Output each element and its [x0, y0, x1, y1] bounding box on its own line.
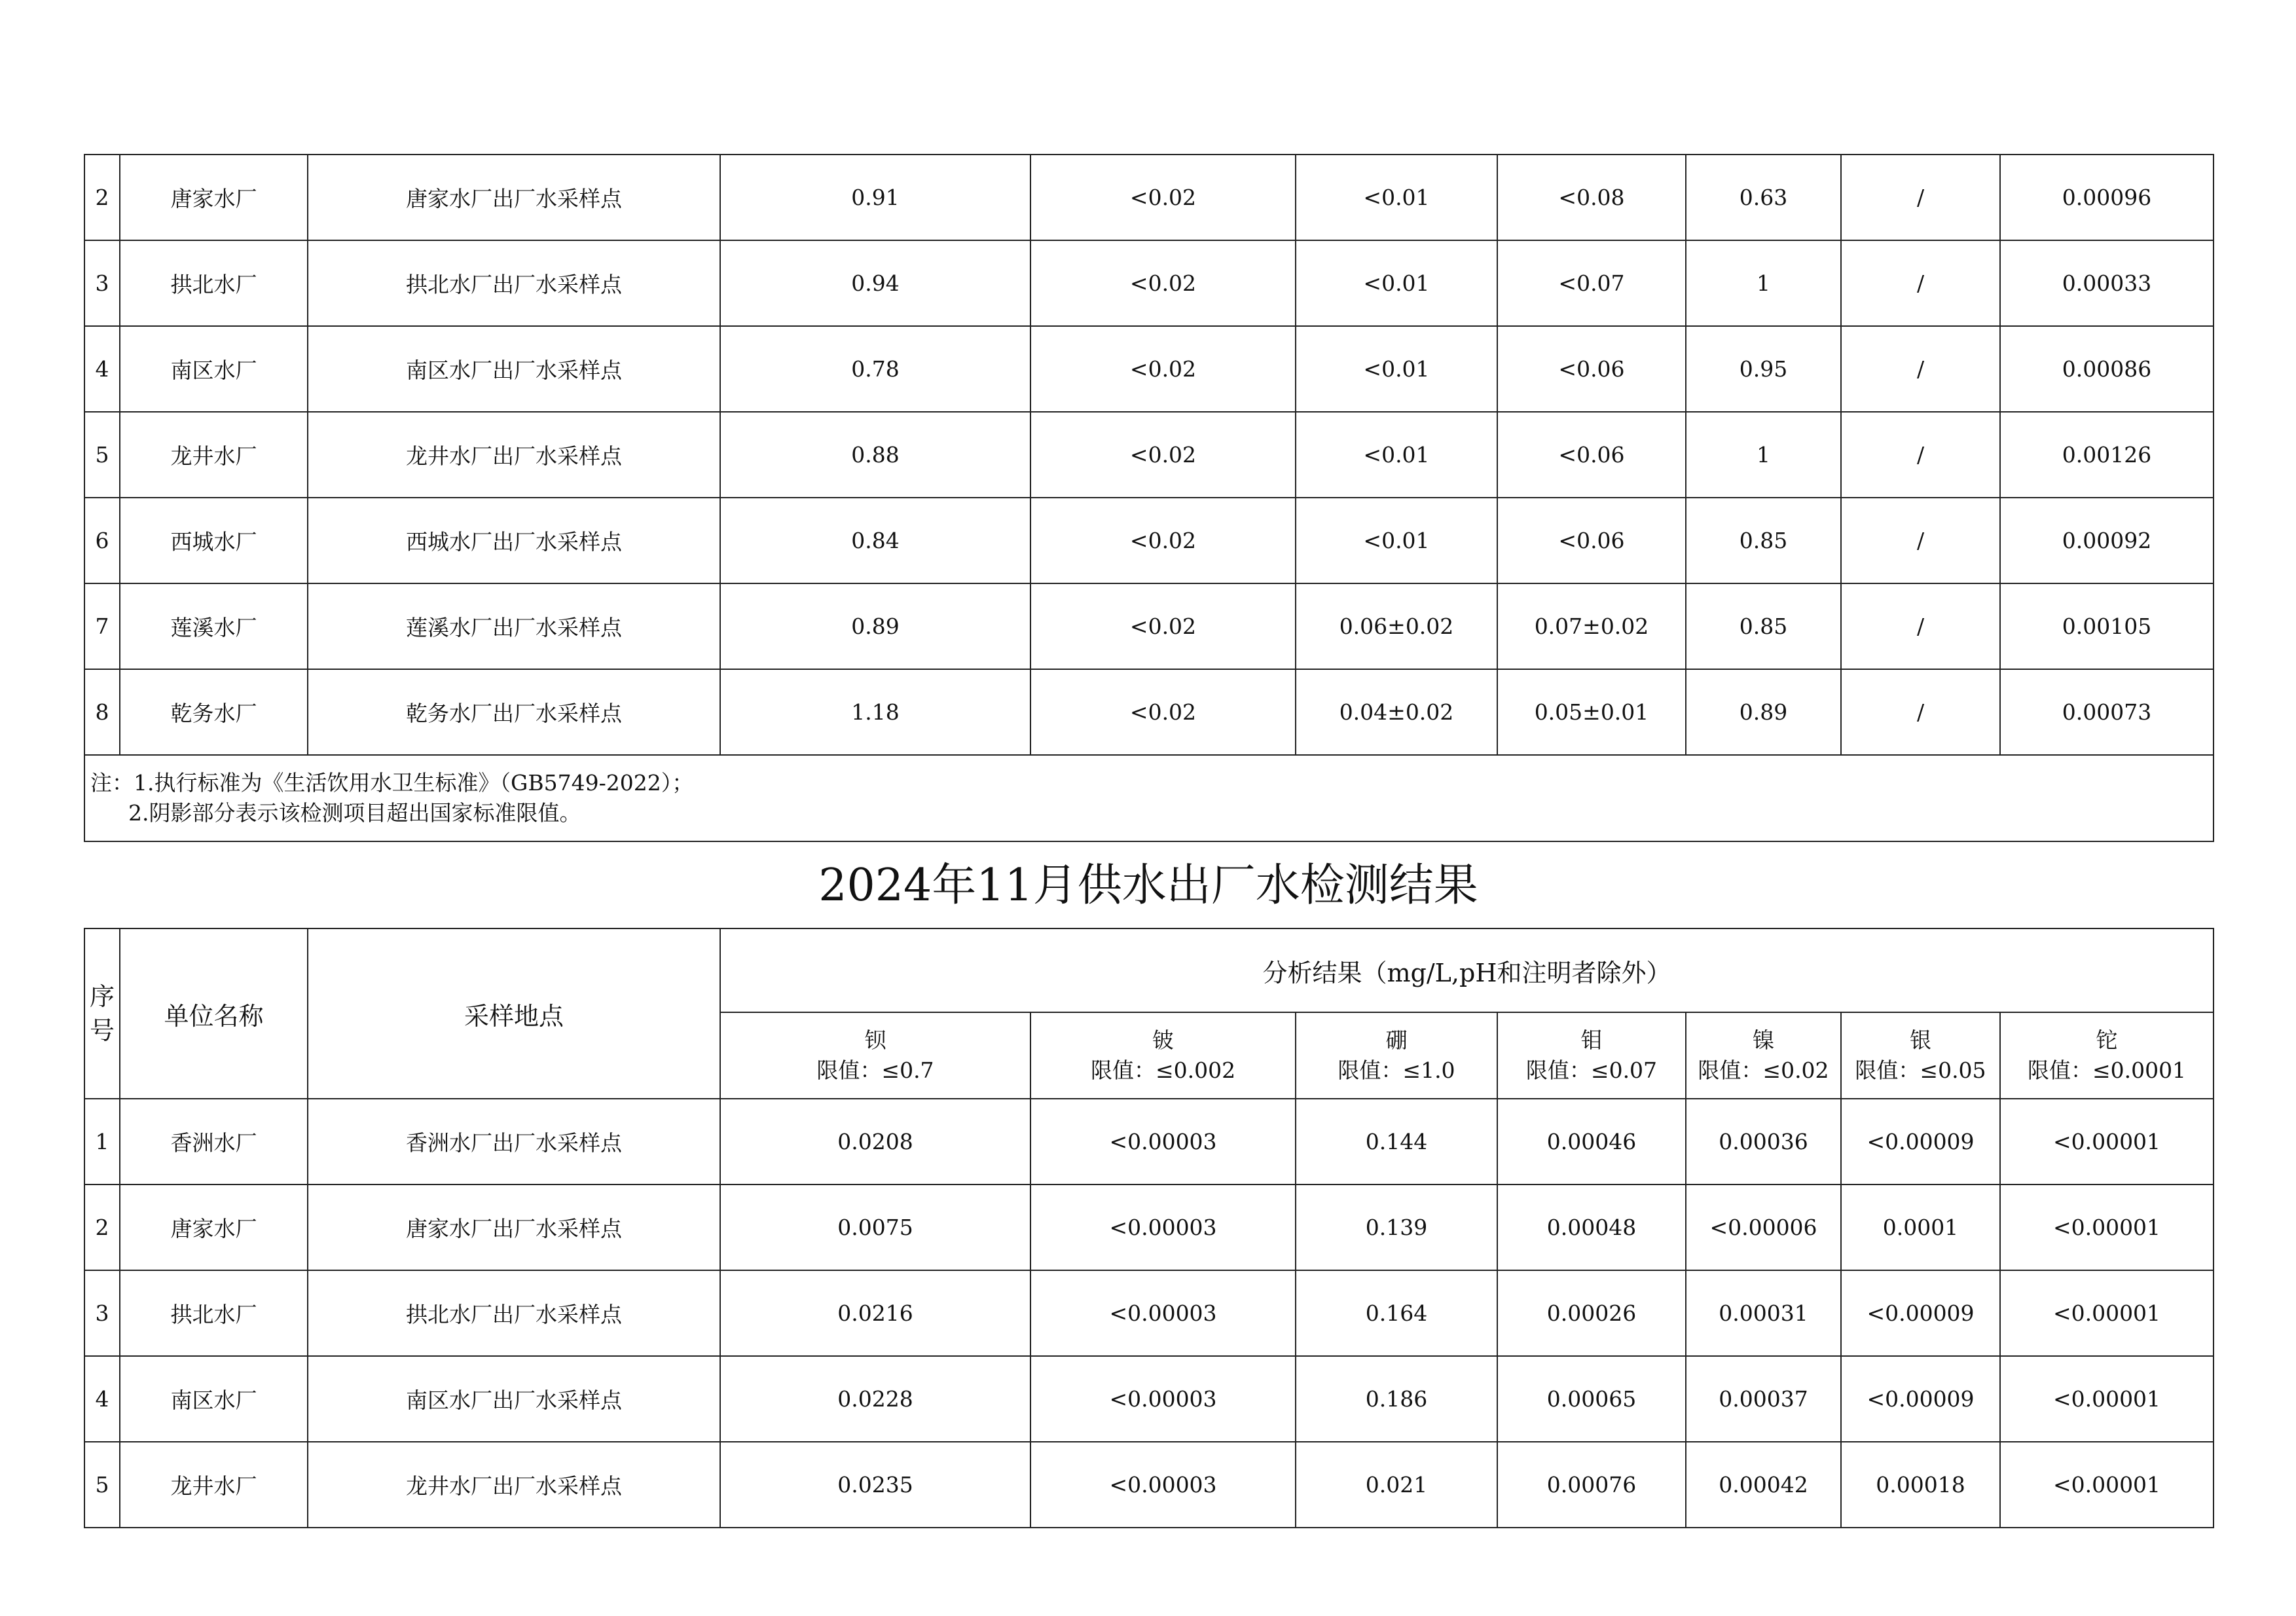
value-cell: 0.0228: [720, 1356, 1030, 1442]
sample-site-cell: 南区水厂出厂水采样点: [308, 326, 720, 412]
header-seq: 序号: [84, 928, 120, 1099]
value-cell: 0.00033: [2000, 240, 2214, 326]
table-row: [84, 1356, 2214, 1442]
note-row: [84, 755, 2214, 841]
header-analysis-group: 分析结果（mg/L,pH和注明者除外）: [720, 928, 2214, 1012]
value-cell: 0.95: [1686, 326, 1841, 412]
value-cell: 1.18: [720, 669, 1030, 755]
metal-limit: 限值：≤0.05: [1855, 1057, 1986, 1083]
value-cell: 0.05±0.01: [1497, 669, 1686, 755]
value-cell: 0.00026: [1497, 1270, 1686, 1356]
value-cell: 0.91: [720, 155, 1030, 240]
value-cell: <0.01: [1296, 498, 1497, 583]
value-cell: 0.00096: [2000, 155, 2214, 240]
value-cell: <0.01: [1296, 412, 1497, 498]
value-cell: /: [1841, 155, 2000, 240]
value-cell: 0.04±0.02: [1296, 669, 1497, 755]
header-unit: 单位名称: [120, 928, 308, 1099]
value-cell: 0.85: [1686, 583, 1841, 669]
header-metal-column: [2000, 1012, 2214, 1099]
note-line-2: 2.阴影部分表示该检测项目超出国家标准限值。: [128, 800, 581, 826]
header-metal-column: [1497, 1012, 1686, 1099]
value-cell: 0.63: [1686, 155, 1841, 240]
table-row: [84, 155, 2214, 240]
seq-cell: 4: [84, 326, 120, 412]
value-cell: <0.00009: [1841, 1099, 2000, 1184]
metal-limit: 限值：≤0.0001: [2027, 1057, 2187, 1083]
value-cell: <0.01: [1296, 240, 1497, 326]
top-results-table: [84, 154, 2214, 842]
value-cell: /: [1841, 412, 2000, 498]
value-cell: 0.78: [720, 326, 1030, 412]
value-cell: 0.85: [1686, 498, 1841, 583]
value-cell: <0.07: [1497, 240, 1686, 326]
value-cell: 0.00065: [1497, 1356, 1686, 1442]
table-row: [84, 326, 2214, 412]
unit-name-cell: 龙井水厂: [120, 1442, 308, 1528]
value-cell: 0.00126: [2000, 412, 2214, 498]
value-cell: <0.01: [1296, 326, 1497, 412]
header-site: 采样地点: [308, 928, 720, 1099]
value-cell: 0.00037: [1686, 1356, 1841, 1442]
note-cell: [84, 755, 2214, 841]
table-row: [84, 412, 2214, 498]
value-cell: 0.186: [1296, 1356, 1497, 1442]
sample-site-cell: 拱北水厂出厂水采样点: [308, 240, 720, 326]
unit-name-cell: 西城水厂: [120, 498, 308, 583]
metal-name: 铊: [2096, 1027, 2118, 1053]
unit-name-cell: 香洲水厂: [120, 1099, 308, 1184]
unit-name-cell: 南区水厂: [120, 1356, 308, 1442]
value-cell: 0.00036: [1686, 1099, 1841, 1184]
table-row: [84, 1442, 2214, 1528]
metal-name: 钼: [1580, 1027, 1603, 1053]
sample-site-cell: 西城水厂出厂水采样点: [308, 498, 720, 583]
sample-site-cell: 龙井水厂出厂水采样点: [308, 412, 720, 498]
seq-cell: 3: [84, 1270, 120, 1356]
value-cell: 0.144: [1296, 1099, 1497, 1184]
header-row-group: [84, 928, 2214, 1012]
seq-cell: 7: [84, 583, 120, 669]
table-row: [84, 498, 2214, 583]
page-title: 2024年11月供水出厂水检测结果: [818, 860, 1478, 911]
metal-limit: 限值：≤0.002: [1090, 1057, 1236, 1083]
header-metal-column: [1841, 1012, 2000, 1099]
value-cell: 0.84: [720, 498, 1030, 583]
value-cell: <0.06: [1497, 498, 1686, 583]
value-cell: <0.00001: [2000, 1099, 2214, 1184]
sample-site-cell: 南区水厂出厂水采样点: [308, 1356, 720, 1442]
table-row: [84, 1184, 2214, 1270]
value-cell: 0.88: [720, 412, 1030, 498]
value-cell: 0.00092: [2000, 498, 2214, 583]
value-cell: 0.00105: [2000, 583, 2214, 669]
value-cell: 1: [1686, 412, 1841, 498]
value-cell: <0.00001: [2000, 1184, 2214, 1270]
value-cell: /: [1841, 240, 2000, 326]
metal-limit: 限值：≤0.7: [816, 1057, 934, 1083]
value-cell: 0.00031: [1686, 1270, 1841, 1356]
metal-name: 铍: [1152, 1027, 1174, 1053]
value-cell: 0.0075: [720, 1184, 1030, 1270]
value-cell: 0.00086: [2000, 326, 2214, 412]
value-cell: <0.02: [1030, 240, 1296, 326]
value-cell: <0.00001: [2000, 1356, 2214, 1442]
sample-site-cell: 香洲水厂出厂水采样点: [308, 1099, 720, 1184]
bottom-results-table: [84, 928, 2214, 1528]
value-cell: <0.02: [1030, 326, 1296, 412]
value-cell: /: [1841, 498, 2000, 583]
table-row: [84, 1099, 2214, 1184]
value-cell: <0.00009: [1841, 1270, 2000, 1356]
value-cell: <0.02: [1030, 669, 1296, 755]
value-cell: <0.00003: [1030, 1356, 1296, 1442]
header-metal-column: [1686, 1012, 1841, 1099]
value-cell: <0.00009: [1841, 1356, 2000, 1442]
seq-cell: 8: [84, 669, 120, 755]
value-cell: /: [1841, 669, 2000, 755]
value-cell: 0.164: [1296, 1270, 1497, 1356]
unit-name-cell: 拱北水厂: [120, 1270, 308, 1356]
sample-site-cell: 龙井水厂出厂水采样点: [308, 1442, 720, 1528]
value-cell: <0.06: [1497, 326, 1686, 412]
value-cell: <0.00001: [2000, 1270, 2214, 1356]
value-cell: 0.0235: [720, 1442, 1030, 1528]
value-cell: <0.00003: [1030, 1099, 1296, 1184]
value-cell: <0.00001: [2000, 1442, 2214, 1528]
value-cell: <0.06: [1497, 412, 1686, 498]
seq-cell: 2: [84, 1184, 120, 1270]
value-cell: 0.89: [1686, 669, 1841, 755]
value-cell: 0.139: [1296, 1184, 1497, 1270]
value-cell: 0.06±0.02: [1296, 583, 1497, 669]
metal-limit: 限值：≤0.02: [1698, 1057, 1829, 1083]
value-cell: /: [1841, 583, 2000, 669]
value-cell: 0.89: [720, 583, 1030, 669]
unit-name-cell: 唐家水厂: [120, 155, 308, 240]
value-cell: 0.0216: [720, 1270, 1030, 1356]
table-row: [84, 583, 2214, 669]
unit-name-cell: 乾务水厂: [120, 669, 308, 755]
unit-name-cell: 唐家水厂: [120, 1184, 308, 1270]
value-cell: 0.0208: [720, 1099, 1030, 1184]
metal-name: 硼: [1385, 1027, 1408, 1053]
sample-site-cell: 拱北水厂出厂水采样点: [308, 1270, 720, 1356]
unit-name-cell: 龙井水厂: [120, 412, 308, 498]
unit-name-cell: 拱北水厂: [120, 240, 308, 326]
metal-name: 银: [1910, 1027, 1931, 1053]
header-metal-column: [720, 1012, 1030, 1099]
seq-cell: 4: [84, 1356, 120, 1442]
value-cell: <0.02: [1030, 412, 1296, 498]
metal-limit: 限值：≤1.0: [1338, 1057, 1455, 1083]
metal-limit: 限值：≤0.07: [1525, 1057, 1658, 1083]
seq-cell: 6: [84, 498, 120, 583]
value-cell: 0.00018: [1841, 1442, 2000, 1528]
value-cell: 0.021: [1296, 1442, 1497, 1528]
seq-cell: 1: [84, 1099, 120, 1184]
value-cell: <0.02: [1030, 583, 1296, 669]
value-cell: <0.01: [1296, 155, 1497, 240]
sample-site-cell: 唐家水厂出厂水采样点: [308, 155, 720, 240]
note-line-1: 注：1.执行标准为《生活饮用水卫生标准》（GB5749-2022）；: [90, 770, 694, 796]
value-cell: 0.07±0.02: [1497, 583, 1686, 669]
value-cell: /: [1841, 326, 2000, 412]
metal-name: 钡: [864, 1027, 886, 1053]
table-row: [84, 240, 2214, 326]
unit-name-cell: 南区水厂: [120, 326, 308, 412]
value-cell: 0.00046: [1497, 1099, 1686, 1184]
value-cell: <0.02: [1030, 498, 1296, 583]
sample-site-cell: 唐家水厂出厂水采样点: [308, 1184, 720, 1270]
value-cell: <0.00003: [1030, 1270, 1296, 1356]
value-cell: 0.00042: [1686, 1442, 1841, 1528]
metal-name: 镍: [1753, 1027, 1774, 1053]
value-cell: 0.94: [720, 240, 1030, 326]
value-cell: 0.00073: [2000, 669, 2214, 755]
value-cell: 1: [1686, 240, 1841, 326]
sample-site-cell: 莲溪水厂出厂水采样点: [308, 583, 720, 669]
value-cell: 0.00048: [1497, 1184, 1686, 1270]
value-cell: <0.02: [1030, 155, 1296, 240]
value-cell: 0.00076: [1497, 1442, 1686, 1528]
value-cell: <0.08: [1497, 155, 1686, 240]
header-metal-column: [1030, 1012, 1296, 1099]
value-cell: <0.00006: [1686, 1184, 1841, 1270]
value-cell: 0.0001: [1841, 1184, 2000, 1270]
table-row: [84, 669, 2214, 755]
table-row: [84, 1270, 2214, 1356]
sample-site-cell: 乾务水厂出厂水采样点: [308, 669, 720, 755]
seq-cell: 5: [84, 1442, 120, 1528]
value-cell: <0.00003: [1030, 1442, 1296, 1528]
seq-cell: 3: [84, 240, 120, 326]
seq-cell: 5: [84, 412, 120, 498]
seq-cell: 2: [84, 155, 120, 240]
header-metal-column: [1296, 1012, 1497, 1099]
value-cell: <0.00003: [1030, 1184, 1296, 1270]
unit-name-cell: 莲溪水厂: [120, 583, 308, 669]
